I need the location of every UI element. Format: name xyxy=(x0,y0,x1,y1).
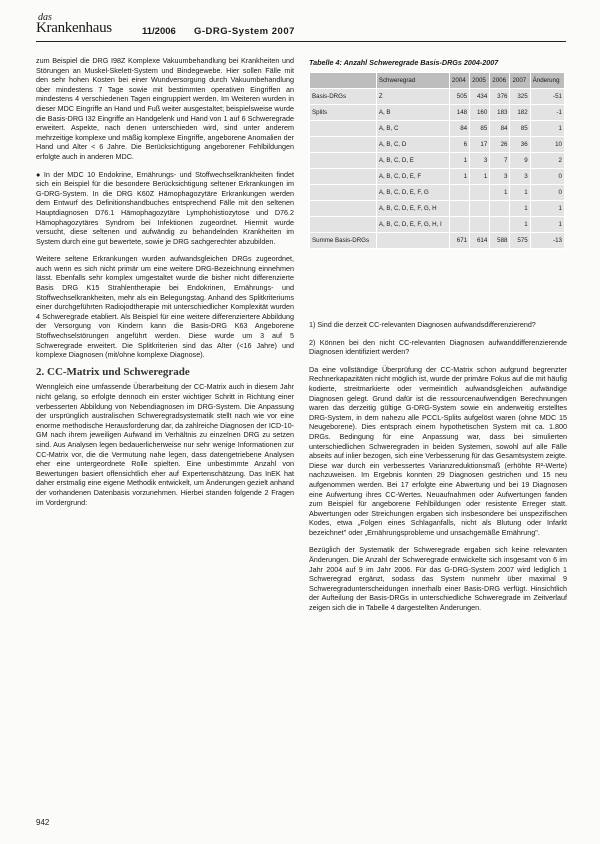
paragraph: Bezüglich der Systematik der Schweregrade ergaben sich keine relevanten Änderungen. Die Anzahl der Schweregrade entwickelte sich insgesamt von 6 im Jahr 2004 auf 9 im Jahr 2006. Für das G-DRG-System 2007 wird lediglich 1 Schweregrad ergänzt, sodass das System nunmehr über maximal 9 Schweregradunterscheidungen innerhalb einer Basis-DRG verfügt. Hinsichtlich der Aufteilung der Basis-DRGs in unterschiedliche Schweregrade im Zeitverlauf zeigen sich die in Tabelle 4 dargestellten Änderungen. xyxy=(309,545,567,613)
table-cell: A, B, C, D xyxy=(376,137,449,153)
table-cell: 1 xyxy=(510,185,530,201)
page-number: 942 xyxy=(36,818,50,827)
table-cell: 84 xyxy=(490,121,510,137)
table-cell: -51 xyxy=(530,89,564,105)
table-header-cell: 2007 xyxy=(510,73,530,89)
question-1: 1) Sind die derzeit CC-relevanten Diagnosen aufwandsdifferenzierend? xyxy=(309,320,536,329)
table-cell: A, B, C, D, E, F, G, H xyxy=(376,201,449,217)
table-cell xyxy=(376,233,449,249)
table-cell: 26 xyxy=(490,137,510,153)
table-cell: 148 xyxy=(449,105,469,121)
table-cell: -13 xyxy=(530,233,564,249)
table-cell: 36 xyxy=(510,137,530,153)
table-row xyxy=(310,185,565,201)
table-cell: 7 xyxy=(490,153,510,169)
table-header-cell: Änderung xyxy=(530,73,564,89)
table-cell: A, B, C, D, E, F, G xyxy=(376,185,449,201)
table-cell: A, B, C xyxy=(376,121,449,137)
table-cell: A, B xyxy=(376,105,449,121)
table-cell xyxy=(490,201,510,217)
table-cell xyxy=(470,217,490,233)
table-row xyxy=(310,89,565,105)
table-header-cell: 2004 xyxy=(449,73,469,89)
paragraph: Wenngleich eine umfassende Überarbeitung der CC-Matrix auch in diesem Jahr nicht gelang, so erfolgte dennoch ein erster wichtiger Schritt in Richtung einer verbesserten Abbildung von Nebendiagnosen im DRG-System. Die Anpassung der ursprünglich australischen Schweregradsystematik stellt nach wie vor eine enorme methodische Herausforderung dar, da zahlreiche Diagnosen der ICD-10-GM nach ihrem jeweiligen Aufwand im Verhältnis zu einzelnen DRG zu setzen sind. Aus Analysen legen bedauerlicherweise nur sehr wenige Informationen zur CC-Matrix vor, die die Vermutung nahe legen, dass datengetriebene Analysen eher eine untergeordnete Rolle spielten. Eine unbestimmte Anzahl von Bewertungen basiert offensichtlich eher auf Expertenschätzung. Das InEK hat daher erstmalig eine eigene Methodik entwickelt, um Änderungen gezielt anhand der vorhandenen Datenbasis vorzunehmen. Hierbei standen folgende 2 Fragen im Vordergrund: xyxy=(36,382,294,507)
table-cell: 2 xyxy=(530,153,564,169)
right-column xyxy=(309,320,567,621)
table-header-cell xyxy=(310,73,377,89)
table-cell xyxy=(449,201,469,217)
table-cell: 1 xyxy=(470,169,490,185)
table-cell: 1 xyxy=(510,201,530,217)
table-cell xyxy=(310,201,377,217)
issue-number: 11/2006 xyxy=(142,26,176,37)
table-cell: 85 xyxy=(510,121,530,137)
table-row xyxy=(310,121,565,137)
table-cell: 1 xyxy=(530,201,564,217)
logo-das: das xyxy=(38,12,52,23)
bullet-paragraph xyxy=(36,170,294,247)
table-cell: 84 xyxy=(449,121,469,137)
table-row xyxy=(310,201,565,217)
table-severity-levels xyxy=(309,72,565,249)
table-cell xyxy=(449,185,469,201)
table-row xyxy=(310,233,565,249)
table-cell xyxy=(490,217,510,233)
question-2: 2) Können bei den nicht CC-relevanten Diagnosen aufwanddifferenzierende Diagnosen identifiziert werden? xyxy=(309,337,567,357)
table-cell: A, B, C, D, E, F, G, H, I xyxy=(376,217,449,233)
table-header-cell: 2005 xyxy=(470,73,490,89)
table-cell: Z xyxy=(376,89,449,105)
table-cell xyxy=(310,137,377,153)
table-cell: 505 xyxy=(449,89,469,105)
table-cell: 85 xyxy=(470,121,490,137)
table-cell: 1 xyxy=(510,217,530,233)
table-cell: 588 xyxy=(490,233,510,249)
page-header xyxy=(36,12,566,44)
table-cell: Splits xyxy=(310,105,377,121)
table-cell xyxy=(310,169,377,185)
table-cell: 1 xyxy=(530,217,564,233)
table-cell: 671 xyxy=(449,233,469,249)
table-cell: 1 xyxy=(449,169,469,185)
table-row xyxy=(310,169,565,185)
table-cell: 182 xyxy=(510,105,530,121)
table-cell: 183 xyxy=(490,105,510,121)
table-cell xyxy=(470,185,490,201)
table-cell: A, B, C, D, E xyxy=(376,153,449,169)
table-cell: 325 xyxy=(510,89,530,105)
table-cell: 9 xyxy=(510,153,530,169)
table-cell xyxy=(449,217,469,233)
table-cell: 0 xyxy=(530,169,564,185)
table-row xyxy=(310,153,565,169)
paragraph: Weitere seltene Erkrankungen wurden aufwandsgleichen DRGs zugeordnet, auch wenn es sich nicht primär um eine weitere DRG-Bezeichnung einnehmen lässt. Ebenfalls sehr komplex umgestaltet wurde die bisher nicht differenzierte Basis DRG K15 Strahlentherapie bei Endokrinen, Ernährungs- und Stoffwechselkrankheiten, mehr als ein Belegungstag. Anhand des Splitkriteriums einer durchgeführten Radiojodtherapie mit unterschiedlicher Komplexität wurden 4 Schweregrade etabliert. Als Beispiel für eine weitere differenziertere Abbildung der Versorgung von Kindern kann die Basis-DRG K63 Angeborene Stoffwechselstörungen angeführt werden. Diese wurde um 3 auf 5 Schweregrade erweitert. Die Splitkriterien sind das Alter (<16 Jahre) und komplexe Diagnosen (mit/ohne komplexe Diagnose). xyxy=(36,254,294,360)
table-cell: A, B, C, D, E, F xyxy=(376,169,449,185)
table-cell xyxy=(310,121,377,137)
table-cell: 1 xyxy=(449,153,469,169)
table-cell: 376 xyxy=(490,89,510,105)
table-cell: Basis-DRGs xyxy=(310,89,377,105)
table-cell xyxy=(310,153,377,169)
table-title: Tabelle 4: Anzahl Schweregrade Basis-DRGs 2004-2007 xyxy=(309,58,499,67)
table-cell: 1 xyxy=(530,121,564,137)
table-header-cell: 2006 xyxy=(490,73,510,89)
table-cell: 17 xyxy=(470,137,490,153)
table-row xyxy=(310,105,565,121)
table-cell: 3 xyxy=(470,153,490,169)
table-row xyxy=(310,217,565,233)
section-heading: 2. CC-Matrix und Schweregrade xyxy=(36,365,190,378)
paragraph: Da eine vollständige Überprüfung der CC-Matrix schon aufgrund begrenzter Rechnerkapazitäten nicht möglich ist, wurde der primäre Fokus auf die mit häufig kodierte, streitmarkierte oder vermeintlich aufwandsgleichen aufwändige Diagnosen gelegt. Grund dafür ist die ressourcenaufwendigen Berechnungen waren das derzeitig gültige G-DRG-System sowie ein anderweitig erstelltes DRG-System, in dem nahezu alle PCCL-Splits aufgelöst waren (ohne MDC 15 Neugeborene). Dies entsprach einem hypothetischen System mit ca. 1.800 DRGs. Bedingung für eine Anpassung war, dass bei simulierten unterschiedlichen Schweregraden in beiden Systemen, sowohl auf alle Fälle abseits auf inlier bezogen, sich eine Verbesserung für das Gesamtsystem zeigte. Diese war durch ein verbessertes Varianzreduktionsmaß (erhöhte R²-Werte) nachzuweisen. Im Ergebnis konnten 29 Diagnosen gestrichen und 15 neu aufgenommen werden. Bei 17 erfolgte eine Abwertung und bei 19 Diagnosen eine Aufwertung ihres CC-Wertes. Neuaufnahmen oder Aufwertungen fanden zum Beispiel für angeborene Fehlbildungen oder resistente Erreger statt. Abwertungen oder Streichungen ergaben sich insbesondere bei unspezifischen Kodes, etwa „Folgen eines Schlaganfalls, nicht als Blutung oder Infarkt bezeichnet" oder „Ernährungsprobleme und unsachgemäße Ernährung". xyxy=(309,364,567,537)
paragraph-text: In der MDC 10 Endokrine, Ernährungs- und Stoffwechselkrankheiten findet sich ein Beispiel für die besondere Berücksichtigung seltener Erkrankungen im G-DRG-System. In die DRG K60Z Hämophagozytäre Erkrankungen werden dem Entwurf des Definitionshandbuches entsprechend Fälle mit den seltenen Hauptdiagnosen D76.1 Hämophagozytäre Lymphohistiozytose und D76.2 Hämophagozytäres Syndrom bei Infektionen zugeordnet. Hiermit wurde versucht, diese seltenen und aufwändig zu behandelnden Krankheiten im System durch eine gut bewertete, sowie je DRG sachgerechter abzubilden. xyxy=(36,169,294,246)
table-cell: 0 xyxy=(530,185,564,201)
table-cell xyxy=(310,185,377,201)
table-header-row xyxy=(310,73,565,89)
table-cell: 575 xyxy=(510,233,530,249)
left-column xyxy=(36,56,294,515)
table-row xyxy=(310,137,565,153)
table-cell: 1 xyxy=(490,185,510,201)
table-cell: 160 xyxy=(470,105,490,121)
table-cell: 6 xyxy=(449,137,469,153)
header-rule xyxy=(36,41,566,42)
table-body xyxy=(310,89,565,249)
table-cell xyxy=(470,201,490,217)
table-header-cell: Schweregrad xyxy=(376,73,449,89)
paragraph: zum Beispiel die DRG I98Z Komplexe Vakuumbehandlung bei Krankheiten und Störungen an Muskel-Skelett-System und Bindegewebe. Hier sollen Fälle mit den sehr hohen Kosten bei einer Wundversorgung durch Vakuumbehandlung über mindestens 7 Tage sowie mit bestimmten operativen Eingriffen an mindestens 4 verschiedenen Tagen eingruppiert werden. Im Weiteren wurden in dieser MDC Eingriffe an Hand und Fuß weiter ausgestaltet; beispielsweise wurde die Basis-DRG I32 Eingriffe an Handgelenk und Hand von 1 auf 6 Schweregrade erweitert. Aspekte, nach denen unterschieden wird, sind unter anderem mehrzeitige komplexe und mäßig komplexe Eingriffe, angeborene Anomalien der Hand und Alter < 6 Jahre. Die Berücksichtigung angeborener Fehlbildungen erfolgte auch in anderen MDC. xyxy=(36,56,294,161)
table-cell: 10 xyxy=(530,137,564,153)
logo-krankenhaus: Krankenhaus xyxy=(36,20,112,36)
table-cell: -1 xyxy=(530,105,564,121)
table-cell: 3 xyxy=(510,169,530,185)
table-cell: Summe Basis-DRGs xyxy=(310,233,377,249)
table-cell: 3 xyxy=(490,169,510,185)
table-cell: 434 xyxy=(470,89,490,105)
table-cell: 614 xyxy=(470,233,490,249)
table-cell xyxy=(310,217,377,233)
bullet-icon: ● xyxy=(36,169,42,179)
section-title: G-DRG-System 2007 xyxy=(194,26,295,37)
